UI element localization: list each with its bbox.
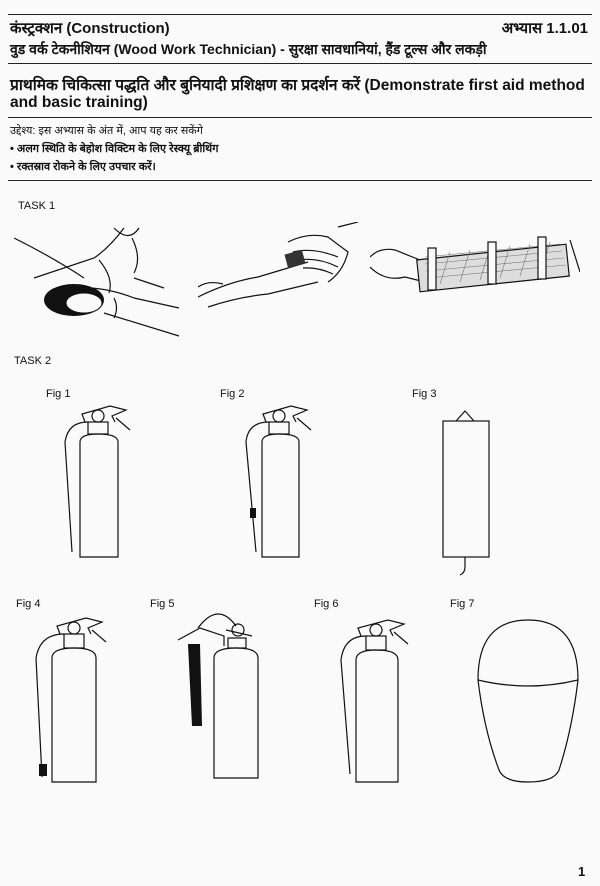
module-heading: कंस्ट्रक्शन (Construction)	[10, 20, 170, 37]
top-rule	[8, 14, 592, 15]
exercise-title-line-1: प्राथमिक चिकित्सा पद्धति और बुनियादी प्रशिक्षण का प्रदर्शन करें (Demonstrate first aid method	[10, 77, 585, 94]
fire-extinguisher-illustration	[30, 612, 120, 787]
exercise-number: अभ्यास 1.1.01	[501, 20, 588, 37]
fire-extinguisher-illustration	[336, 614, 416, 789]
fire-bucket-cylinder-illustration	[438, 405, 498, 580]
figure-label: Fig 1	[46, 388, 71, 400]
bleeding-pressure-illustration	[198, 222, 358, 312]
task-2-label: TASK 2	[14, 355, 52, 367]
fire-extinguisher-illustration	[178, 606, 268, 786]
objectives-intro: उद्देश्य: इस अभ्यास के अंत में, आप यह कर सकेंगे	[10, 125, 203, 137]
title-rule	[8, 117, 592, 118]
figure-label: Fig 3	[412, 388, 437, 400]
task-1-label: TASK 1	[18, 200, 56, 212]
exercise-title-line-2: and basic training)	[10, 94, 148, 111]
objective-item: • अलग स्थिति के बेहोश विक्टिम के लिए रेस्क्यू ब्रीथिंग	[10, 143, 219, 155]
rescue-breathing-illustration	[14, 218, 194, 338]
fire-extinguisher-illustration	[236, 402, 316, 562]
objective-item: • रक्तस्राव रोकने के लिए उपचार करें।	[10, 161, 156, 173]
splinted-arm-illustration	[370, 232, 580, 302]
fire-bucket-illustration	[474, 610, 584, 790]
trade-heading: वुड वर्क टेकनीशियन (Wood Work Technician) - सुरक्षा सावधानियां, हैंड टूल्स और लकड़ी	[10, 41, 487, 57]
figure-label: Fig 2	[220, 388, 245, 400]
fire-extinguisher-illustration	[60, 402, 140, 562]
objectives-rule	[8, 180, 592, 181]
figure-label: Fig 5	[150, 598, 175, 610]
header-rule	[8, 63, 592, 64]
figure-label: Fig 7	[450, 598, 475, 610]
figure-label: Fig 4	[16, 598, 41, 610]
page-number: 1	[578, 864, 586, 879]
figure-label: Fig 6	[314, 598, 339, 610]
